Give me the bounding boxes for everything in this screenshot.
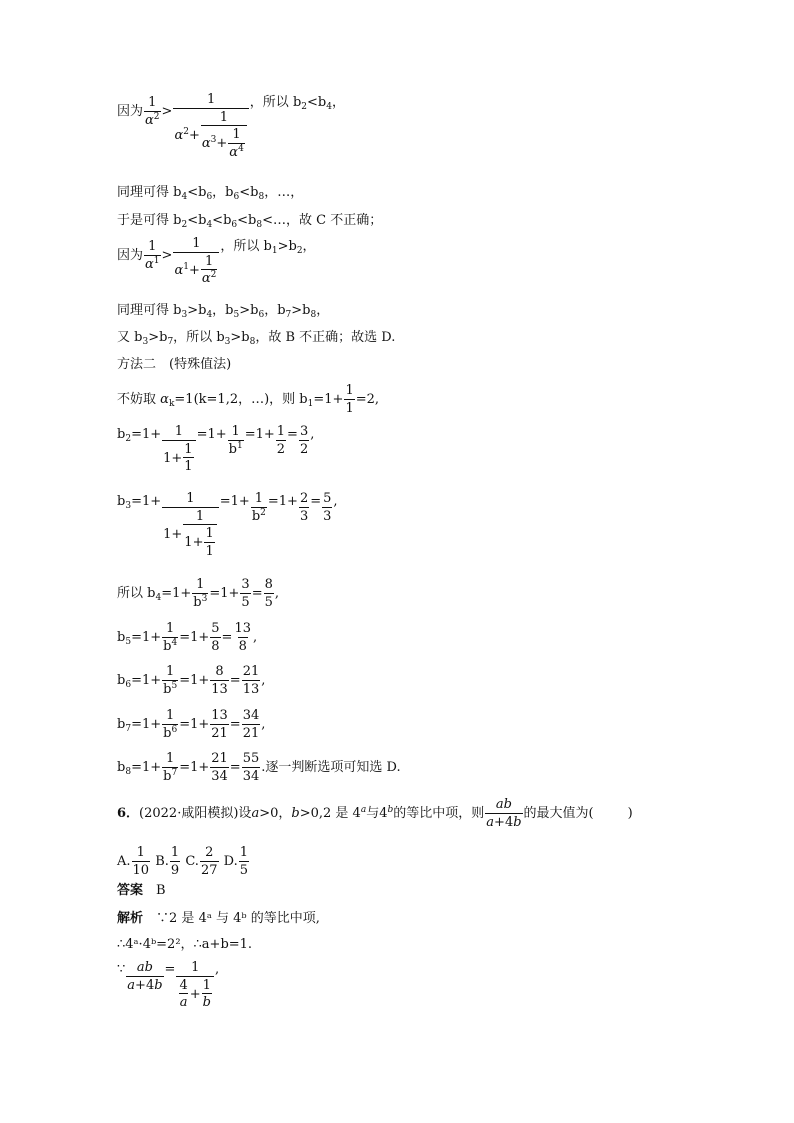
answer-line (117, 884, 166, 897)
line-b2: $b_2=1+$ 1 1+ $\frac{1}{1}$ =1+ $\frac{1}{b^1}$ =1+ $\frac{1}{2}$ = $\frac{3}{2}$ , (117, 424, 315, 475)
line-similar-2: 同理可得 $b_3>b_4$，$b_5>b_6$，$b_7>b_8$， (117, 303, 330, 320)
text: ∵ (117, 962, 126, 977)
text: 于是可得 (117, 213, 170, 228)
analysis-line-2 (117, 938, 252, 951)
answer-value: B (156, 883, 166, 898)
analysis-label: 解析 (117, 911, 144, 926)
text: =2, (355, 392, 380, 408)
line-c-incorrect: 于是可得 $b_2<b_4<b_6<b_8<\dots$，故 C 不正确； (117, 213, 383, 230)
analysis-line-1 (117, 912, 320, 925)
line-compare-b1-b2: 因为 $\frac{1}{\alpha^1}$ > 1 $\alpha^1+$ $\frac{1}{\alpha^2}$ ，所以 $b_1>b_2$， (117, 236, 316, 287)
text: 与 (366, 806, 380, 822)
text: ，故 B 不正确；故选 D. (255, 330, 396, 345)
text: ) (627, 806, 633, 822)
text: 因为 (117, 248, 144, 264)
text: 的最大值为( (523, 806, 594, 822)
text: .逐一判断选项可知选 D. (261, 760, 401, 776)
option-d-label: D. (223, 854, 238, 870)
line-b6: $b_6=1+$ $\frac{1}{b^5}$ =1+ $\frac{8}{13}$ = $\frac{21}{13}$ , (117, 664, 266, 697)
line-b-incorrect: 又 $b_3>b_7$，所以 $b_3>b_8$，故 B 不正确；故选 D. (117, 330, 396, 347)
text: 同理可得 (117, 185, 170, 200)
option-b-label: B. (155, 854, 169, 870)
text: 因为 (117, 104, 144, 120)
text: ∵2 是 4ᵃ 与 4ᵇ 的等比中项, (156, 911, 320, 926)
line-b7: $b_7=1+$ $\frac{1}{b^6}$ =1+ $\frac{13}{21}$ = $\frac{34}{21}$ , (117, 708, 266, 741)
question-6-options: A. $\frac{1}{10}$ B. $\frac{1}{9}$ C. $\frac{2}{27}$ D. $\frac{1}{5}$ (117, 845, 249, 878)
line-compare-b2-b4: 因为 $\frac{1}{\alpha^2}$ > 1 $\alpha^2+$ 1 $\alpha^3+$ $\frac{1}{\alpha^4}$ ，所以 $b_2<b_4$， (117, 92, 345, 160)
text: 同理可得 (117, 303, 170, 318)
text: (k=1,2，…)，则 (193, 392, 296, 408)
text: 是 (335, 806, 349, 822)
line-similar-1: 同理可得 $b_4<b_6$，$b_6<b_8$，…， (117, 185, 304, 202)
line-assume-alpha: 不妨取 $\alpha_k=1(k=1,2$，…)，则 $b_1=1+$ $\frac{1}{1}$ =2, (117, 383, 380, 416)
text: ，所以 (220, 239, 260, 254)
line-b3: $b_3=1+$ 1 1+ 1 1+ $\frac{1}{1}$ =1+ $\frac{1}{b^2}$ =1+ $\frac{2}{3}$ = $\frac{5}{3}$ , (117, 491, 338, 559)
question-6: 6．(2022·咸阳模拟)设a>0，b>0,2 是 4$^a$与4$^b$的等比中项，则 $\frac{ab}{a+4b}$ 的最大值为( ) (117, 797, 633, 830)
analysis-line-3: ∵ $\frac{ab}{a+4b}$ = 1 $\frac{4}{a}$ + $\frac{1}{b}$ , (117, 960, 220, 1011)
text: 所以 (117, 586, 144, 602)
text: 设 (238, 806, 252, 822)
text: ∴4ᵃ·4ᵇ=2²，∴a+b=1. (117, 937, 253, 952)
text: 的等比中项，则 (393, 806, 485, 822)
text: 不妨取 (117, 392, 157, 408)
text: ，故 C 不正确； (285, 213, 383, 228)
line-b8: $b_8=1+$ $\frac{1}{b^7}$ =1+ $\frac{21}{34}$ = $\frac{55}{34}$ .逐一判断选项可知选 D. (117, 751, 401, 784)
line-b4: 所以 $b_4=1+$ $\frac{1}{b^3}$ =1+ $\frac{3}{5}$ = $\frac{8}{5}$ , (117, 577, 280, 610)
line-b5: $b_5=1+$ $\frac{1}{b^4}$ =1+ $\frac{5}{8}$ = $\frac{13}{8}$ , (117, 621, 258, 654)
text: 又 (117, 330, 131, 345)
question-number: 6． (117, 806, 140, 822)
text: 方法二 (特殊值法) (117, 357, 232, 372)
method-two-heading (117, 358, 231, 371)
option-a-label: A. (117, 854, 131, 870)
answer-label: 答案 (117, 883, 144, 898)
text: ，所以 (249, 95, 289, 110)
text: ，所以 (173, 330, 213, 345)
option-c-label: C. (185, 854, 199, 870)
question-source: (2022·咸阳模拟) (139, 806, 239, 822)
